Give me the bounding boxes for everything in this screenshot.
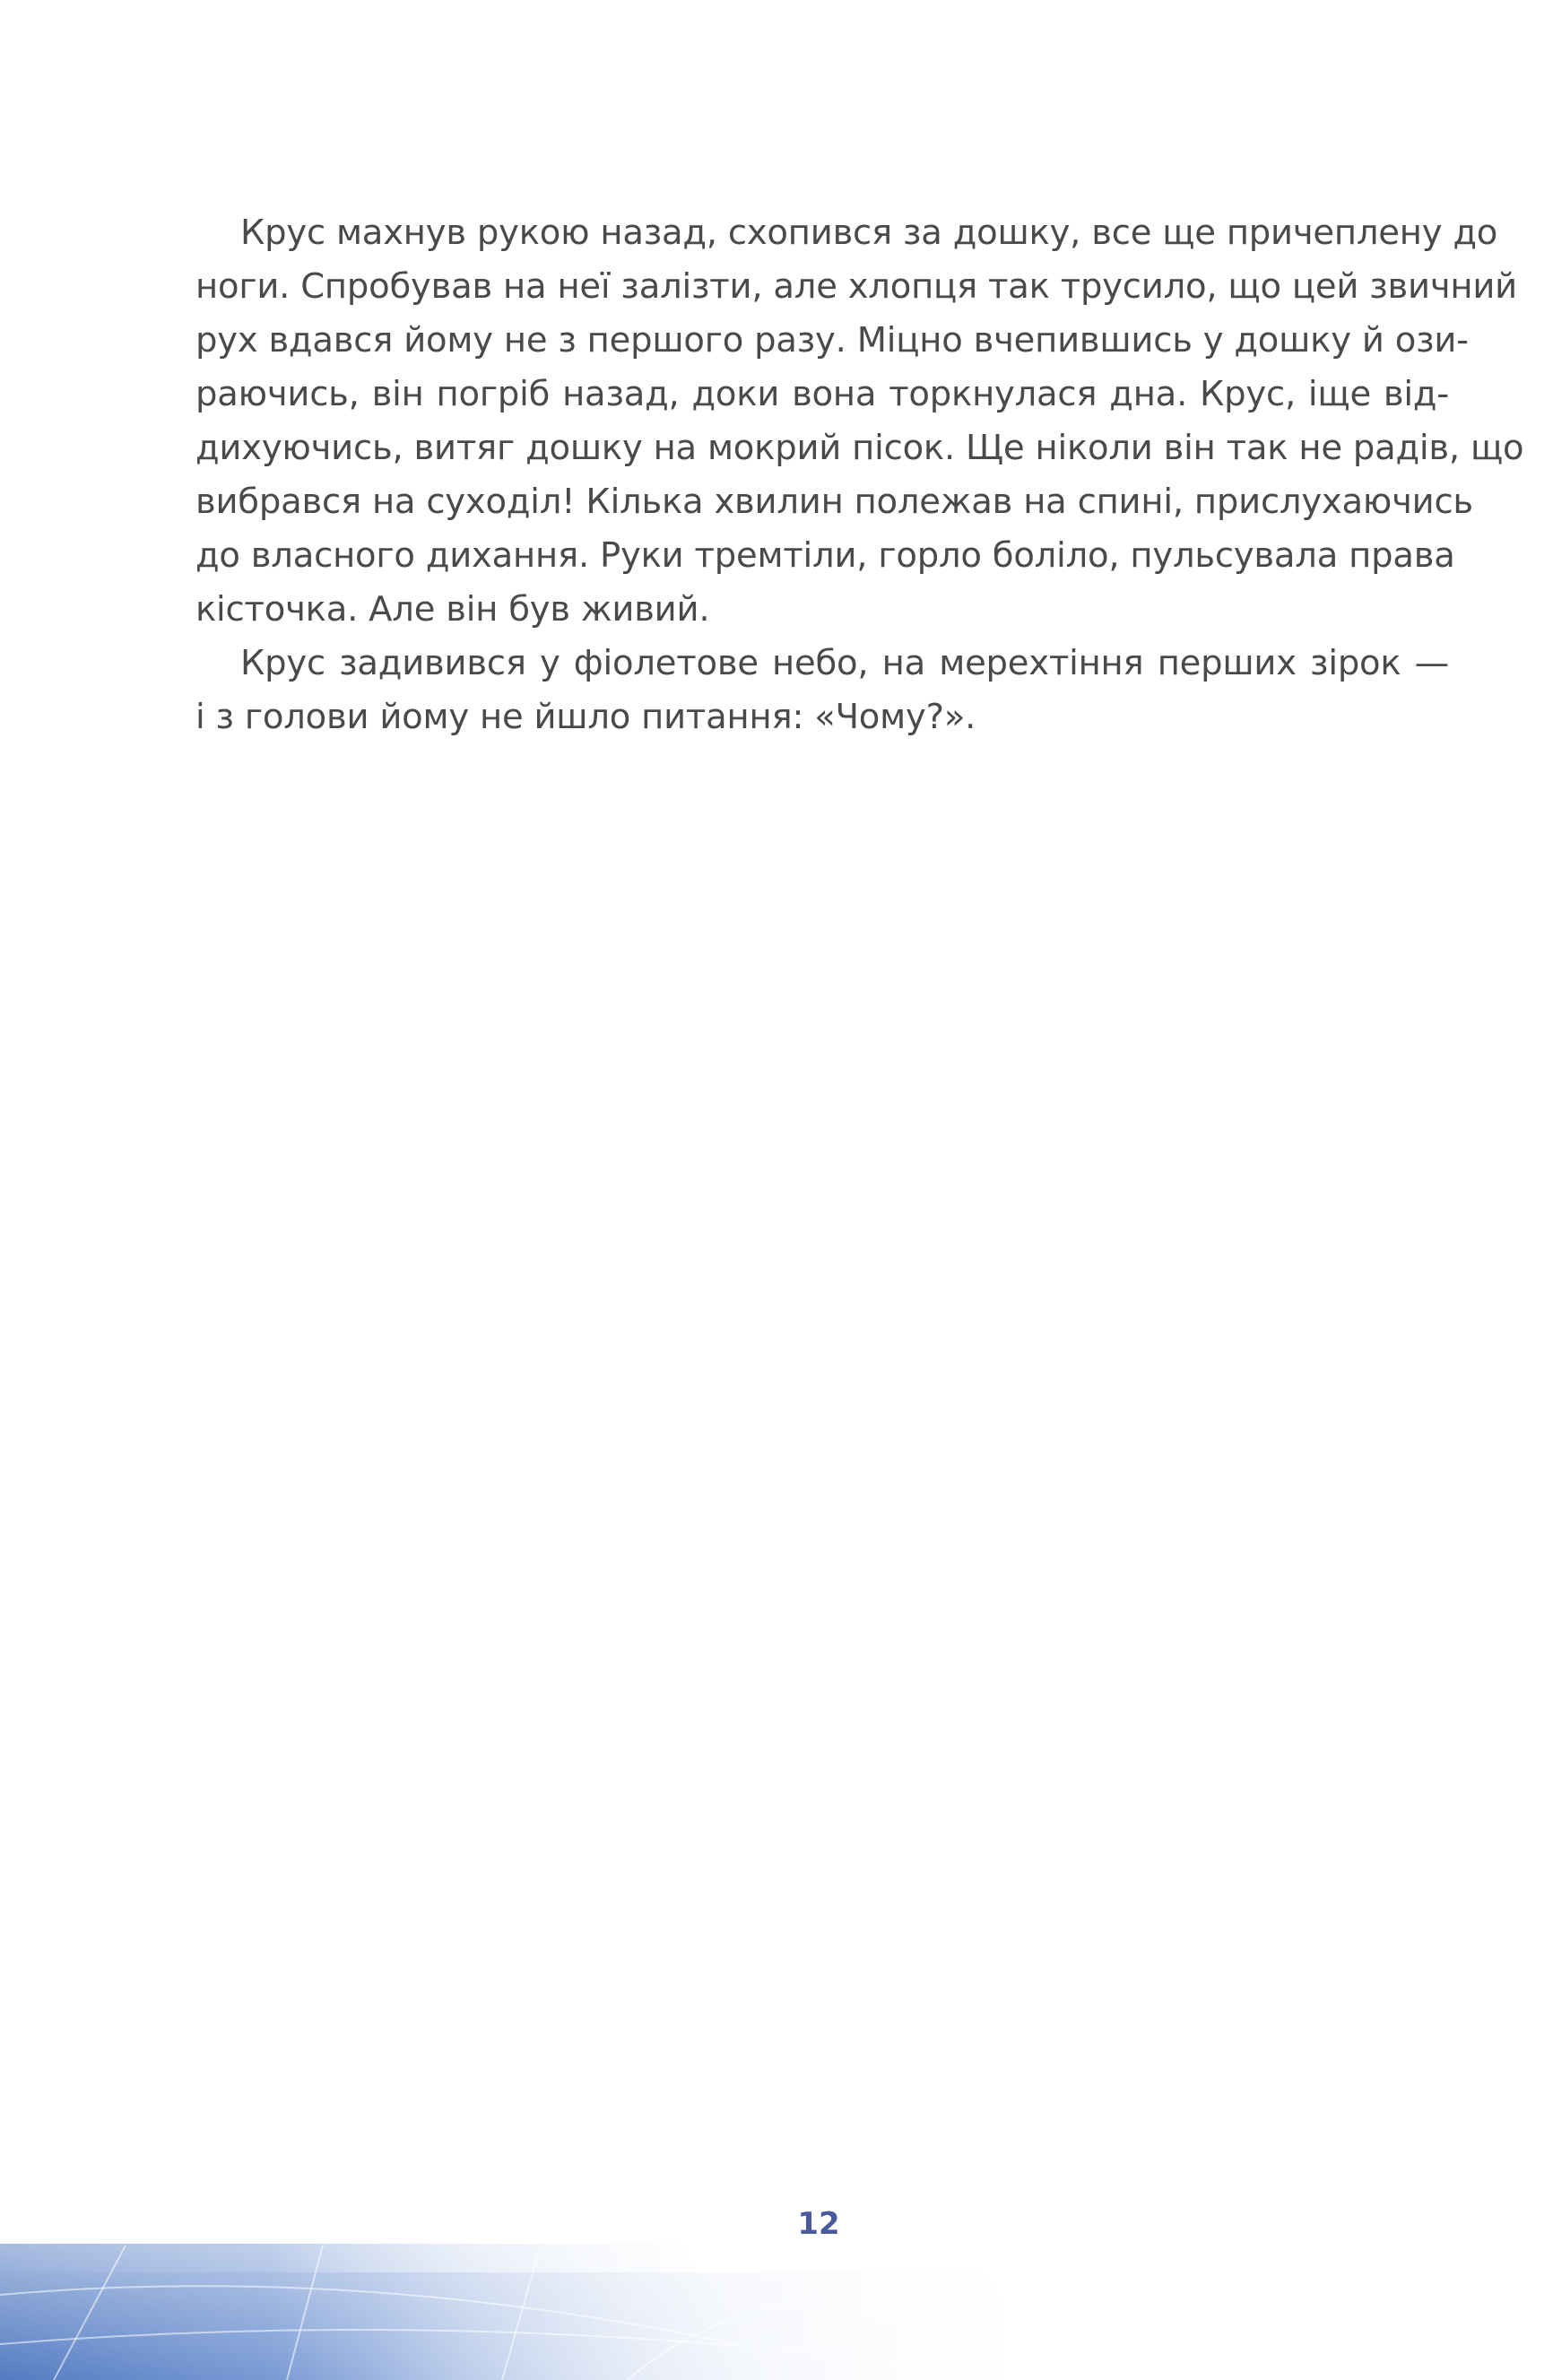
text-line: дихуючись, витяг дошку на мокрий пісок. Ще ніколи він так не радів, що xyxy=(195,428,1524,468)
text-line: вибрався на суходіл! Кілька хвилин полежав на спині, прислухаючись xyxy=(195,482,1473,522)
text-line: раючись, він погріб назад, доки вона торкнулася дна. Крус, іще від- xyxy=(195,374,1449,414)
text-line: Крус махнув рукою назад, схопився за дошку, все ще причеплену до xyxy=(240,213,1498,253)
page-number: 12 xyxy=(797,2206,840,2242)
body-text xyxy=(195,206,1524,744)
text-line: Крус задивився у фіолетове небо, на мерехтіння перших зірок — xyxy=(240,643,1449,683)
text-line: ноги. Спробував на неї залізти, але хлопця так трусило, що цей звичний xyxy=(195,266,1517,307)
text-line: і з голови йому не йшло питання: «Чому?». xyxy=(195,697,976,737)
paragraph-2 xyxy=(195,637,1449,744)
text-line: до власного дихання. Руки тремтіли, горло боліло, пульсувала права xyxy=(195,535,1455,576)
text-line: рух вдався йому не з першого разу. Міцно вчепившись у дошку й ози- xyxy=(195,320,1469,360)
text-line: кісточка. Але він був живий. xyxy=(195,589,710,630)
paragraph-1 xyxy=(195,206,1524,637)
